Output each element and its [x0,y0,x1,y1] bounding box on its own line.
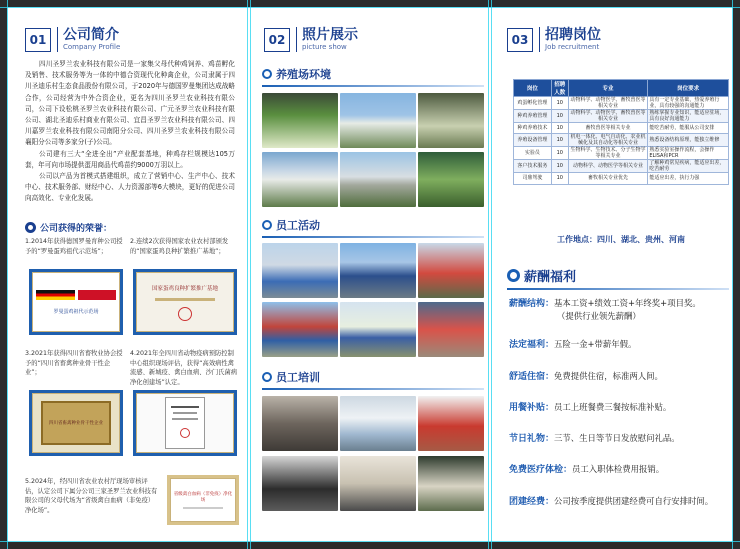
section-number: 03 [507,28,533,52]
benefit-item [509,432,680,445]
guide-line [732,0,733,549]
table-row [514,173,729,184]
recruit-header [507,27,601,52]
honor-item: 4.2021年全四川省动物疫病预防控制中心组织现场评估，获得“高效病性禽流感、新城疫、禽白血病、沙门氏菌病净化创建场”认定。 [130,350,238,386]
cert-caption: 罗曼蛋鸡祖代示范场 [53,308,99,315]
farm-photo [262,152,338,207]
company-header [25,27,120,52]
farm-photo [340,152,416,207]
table-cell: 具有一定专业基础，热爱养殖行业，具有较强的沟通能力 [648,97,729,110]
divider [507,288,729,290]
table-cell: 熟悉实验室操作流程，会操作ELISA和PCR [648,147,729,160]
company-intro [25,59,235,205]
guide-line [0,541,740,542]
honors-title: 公司获得的荣誉： [40,224,113,234]
photo-group-heading [262,369,320,385]
farm-photo [340,93,416,148]
work-location: 工作地点：四川、湖北、贵州、河南 [557,235,685,244]
column-header: 专业 [568,80,648,97]
section-title: 招聘岗位 [545,27,601,43]
benefit-item [509,297,701,322]
table-cell: 能适应出差，执行力强 [648,173,729,184]
training-photo [262,396,338,451]
benefit-text: 五险一金+带薪年假。 [554,339,637,349]
activity-photo [418,302,484,357]
benefit-text: 员工上班餐费三餐按标准补贴。 [554,402,672,412]
table-row [514,147,729,160]
certificate-image [133,390,237,456]
guide-line [491,0,492,549]
table-row [514,123,729,134]
benefit-item [509,401,671,414]
benefit-item [509,463,664,476]
section-subtitle: Company Profile [63,43,121,51]
benefits-heading [507,266,576,285]
honor-item: 3.2021年获得四川省畜牧业协会授予的“四川省畜禽种业骨干性企业”； [25,350,123,377]
cert-caption: 四川省畜禽种业骨干性企业 [49,421,103,426]
table-cell: 生物科学、生物技术、分子生物学等相关专业 [568,147,648,160]
activity-photo [340,243,416,298]
benefit-item [509,338,636,351]
intro-paragraph: 四川圣罗兰农业科技有限公司是一家集父母代种鸡饲养、鸡苗孵化及销售、技术服务等为一体的中德合资现代化种禽企业，公司隶属于四川圣迪乐村生态食品股份有限公司，于2020年与德国罗曼集团达成战略合作，公司经营为中外合资企业，更名为四川圣罗兰农业科技有限公司，公司下设松桃圣罗兰农业科技有限公司、广元圣罗兰农业科技有限公司、湖北圣迪乐村商业有限公司、宜昌圣罗兰农业科技有限公司、四川嘉罗兰农业科技有限公司南阳分公司、四川圣罗兰农业科技有限公司襄阳分公司等多家分(子)公司。 [25,60,235,147]
honors-heading [25,221,112,234]
photo-group-title: 员工活动 [276,219,320,232]
benefit-text: 免费提供住宿，标准两人间。 [554,371,663,381]
guide-line [250,0,251,549]
table-cell: 10 [551,97,568,110]
benefit-label: 团建经费： [509,497,555,507]
recruit-table [513,79,729,185]
divider [262,236,484,238]
table-cell: 机电一体化、电气自动化、农业机械化及其自动化等相关专业 [568,134,648,147]
honor-item: 5.2024年，经四川省农业农村厅现场审核评估，认定公司下属分公司三家圣罗兰农业科技有限公司的父母代场为“省级禽白血病（非免疫）净化场”。 [25,478,158,514]
benefit-label: 免费医疗体检： [509,465,573,475]
training-photo [262,456,338,511]
section-number: 02 [264,28,290,52]
photos-header [264,27,358,52]
activity-photo [418,243,484,298]
guide-line [7,0,8,549]
training-photo [340,396,416,451]
ring-icon [262,69,272,79]
table-cell: 熟悉设备结构原理，能独立维修 [648,134,729,147]
table-cell: 种鸡养殖技术 [514,123,552,134]
farm-photo [418,93,484,148]
benefit-item [509,370,663,383]
certificate-image [29,269,123,335]
seal-icon [180,428,190,438]
certificate-image [133,269,237,335]
section-title: 照片展示 [302,27,358,43]
certificate-image [167,475,239,525]
seal-icon [178,307,192,321]
table-cell: 了解种鸡常见疾病，能适应出差，吃苦耐劳 [648,160,729,173]
table-cell: 动物科学、动物医学、畜牧兽医等相关专业 [568,110,648,123]
flag-icon [36,290,116,300]
guide-line [488,0,489,549]
benefit-note: （提供行业领先薪酬） [557,311,641,321]
farm-photo [418,152,484,207]
table-row [514,110,729,123]
table-row [514,160,729,173]
benefit-text: 基本工资+绩效工资+年终奖+项目奖。 [554,298,701,308]
table-cell: 10 [551,160,568,173]
activity-photo [340,302,416,357]
benefit-text: 三节、生日等节日发放慰问礼品。 [554,433,680,443]
photo-group-heading [262,66,331,82]
section-subtitle: Job recruitment [545,43,600,51]
table-row [514,134,729,147]
activity-photo [262,302,338,357]
column-header: 招聘人数 [551,80,568,97]
table-cell: 畜牧相关专业优先 [568,173,648,184]
table-cell: 熟练掌握专业知识，能适应驻场，具有良好沟通能力 [648,110,729,123]
divider [262,388,484,390]
photo-group-title: 养殖场环境 [276,68,331,81]
table-cell: 动物科学、动物医学、畜牧兽医等相关专业 [568,97,648,110]
ring-icon [262,220,272,230]
ring-icon [262,372,272,382]
photo-group-heading [262,217,320,233]
brochure-page [7,7,733,542]
table-cell: 10 [551,147,568,160]
table-cell: 客户技术服务 [514,160,552,173]
table-header-row [514,80,729,97]
benefits-title: 薪酬福利 [524,270,577,285]
column-header: 岗位要求 [648,80,729,97]
table-cell: 养殖设备管理 [514,134,552,147]
benefit-label: 薪酬结构： [509,299,555,309]
section-title: 公司简介 [63,27,119,43]
photos-panel [250,7,488,542]
training-photo [340,456,416,511]
bullet-icon [25,222,36,233]
certificate-image [29,390,123,456]
table-cell: 鸡蛋孵化管理 [514,97,552,110]
table-cell: 能吃苦耐劳，能服从公司安排 [648,123,729,134]
benefit-label: 用餐补贴： [509,403,555,413]
ring-icon [507,269,520,282]
honor-item: 2.连续2次获得国家农业农村部颁发的“国家蛋鸡良种扩繁推广基地”； [130,238,229,255]
company-panel [7,7,247,542]
recruit-panel [491,7,733,542]
photo-group-title: 员工培训 [276,371,320,384]
activity-photo [262,243,338,298]
guide-line [0,7,740,8]
guide-line [247,0,248,549]
table-cell: 10 [551,173,568,184]
benefit-label: 节日礼物： [509,434,555,444]
benefit-text: 公司按季度提供团建经费可自行安排时间。 [554,496,714,506]
training-photo [418,456,484,511]
honor-item: 1.2014年获得德国罗曼育种公司授予的“罗曼蛋鸡祖代示范场”； [25,238,123,255]
table-cell: 10 [551,110,568,123]
table-cell: 10 [551,134,568,147]
benefit-text: 员工入职体检费用报销。 [572,464,665,474]
training-photo [418,396,484,451]
table-cell: 动物科学、动物医学等相关专业 [568,160,648,173]
table-cell: 10 [551,123,568,134]
intro-paragraph: 公司以产品为首模式搭建组织，成立了营销中心、生产中心、技术中心、技术服务部、财经中心、人力资源部等6大模块，更好的促进公司向高效化、专业化发展。 [25,172,235,203]
table-cell: 实验员 [514,147,552,160]
section-subtitle: picture show [302,43,347,51]
benefit-label: 法定福利： [509,340,555,350]
table-cell: 畜牧兽医等相关专业 [568,123,648,134]
benefit-label: 舒适住宿： [509,372,555,382]
cert-caption: 省级禽白血病（非免疫）净化场 [173,492,233,503]
section-number: 01 [25,28,51,52]
column-header: 岗位 [514,80,552,97]
table-cell: 种鸡养殖管理 [514,110,552,123]
farm-photo [262,93,338,148]
table-cell: 司鼎驾驶 [514,173,552,184]
intro-paragraph: 公司建有三大“全进全出”产业配套基地，种鸡存栏规模达105万套，年可向市场提供蛋用商品代鸡苗约9000万羽以上。 [25,149,235,169]
table-row [514,97,729,110]
divider [262,85,484,87]
benefit-item [509,495,713,508]
cert-caption: 国家蛋鸡良种扩繁推广基地 [151,285,218,292]
